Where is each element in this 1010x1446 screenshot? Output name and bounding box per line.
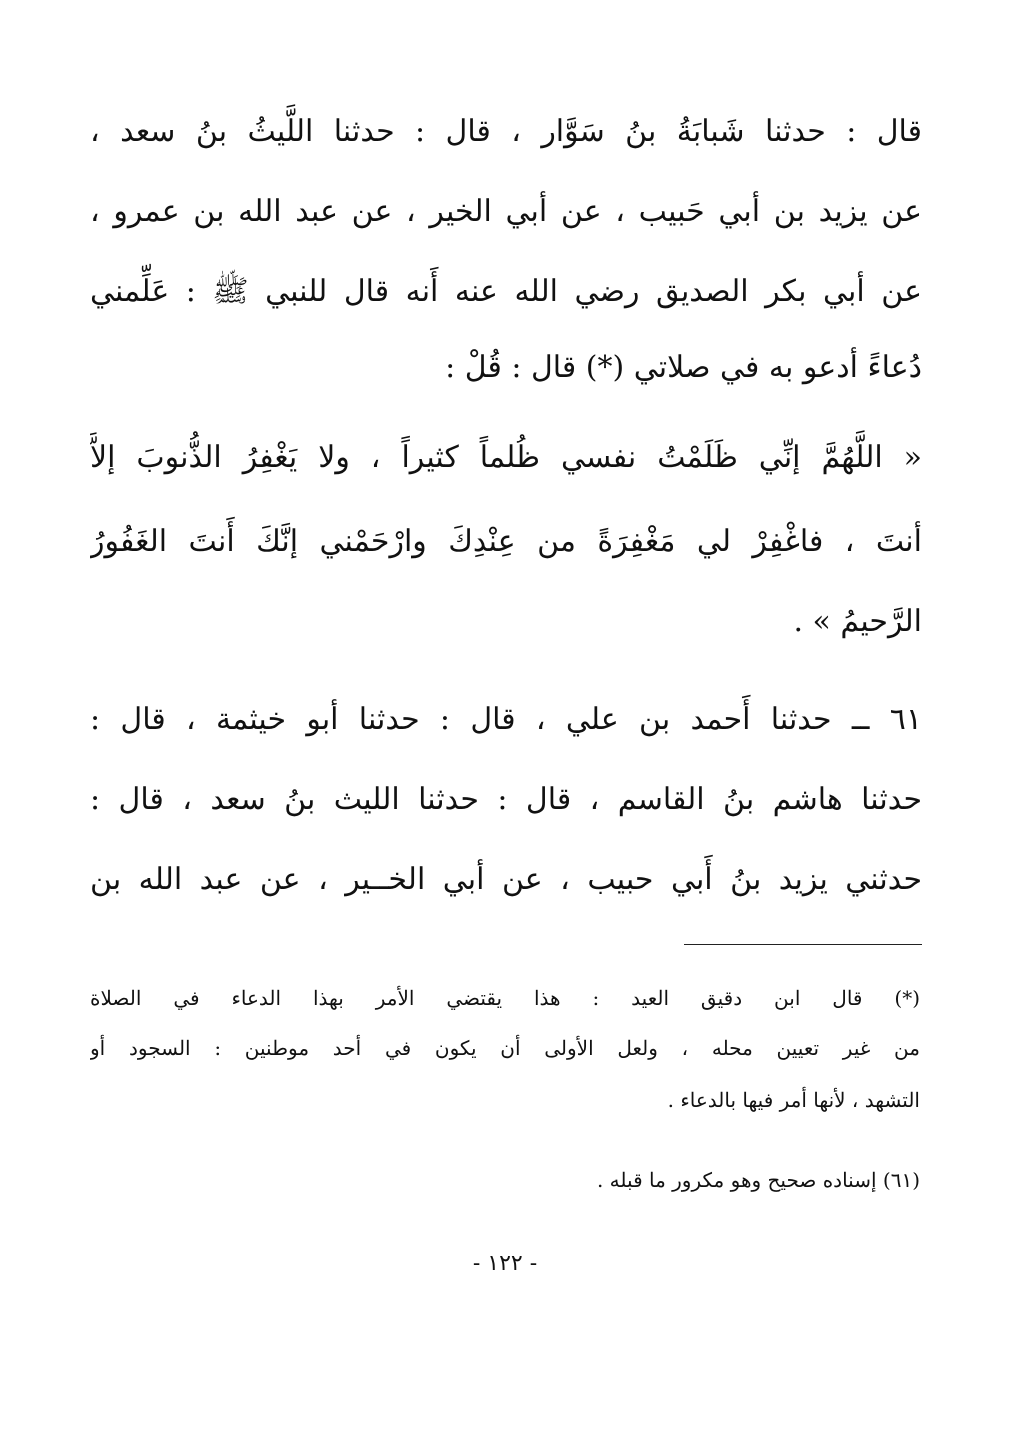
footnote-line-4: (٦١) إسناده صحيح وهو مكرور ما قبله . [596,1168,920,1192]
body-line-3: عن أبي بكر الصديق رضي الله عنه أَنه قال للنبي ﷺ : عَلِّمني [90,274,922,309]
footnote-line-3: التشهد ، لأنها أمر فيها بالدعاء . [667,1088,920,1112]
body-line-5: « اللَّهُمَّ إنِّي ظَلَمْتُ نفسي ظُلماً كثيراً ، ولا يَغْفِرُ الذُّنوبَ إلاَّ [90,440,922,475]
body-line-10: حدثني يزيد بنُ أَبي حبيب ، عن أبي الخــير ، عن عبد الله بن [90,862,922,897]
body-line-8: ٦١ ــ حدثنا أَحمد بن علي ، قال : حدثنا أبو خيثمة ، قال : [90,702,922,737]
footnote-separator [684,944,922,945]
body-line-9: حدثنا هاشم بنُ القاسم ، قال : حدثنا الليث بنُ سعد ، قال : [90,782,922,817]
body-line-4: دُعاءً أدعو به في صلاتي (*) قال : قُلْ : [445,350,922,385]
body-line-6: أنتَ ، فاغْفِرْ لي مَغْفِرَةً من عِنْدِكَ وارْحَمْني إنَّكَ أَنتَ الغَفُورُ [90,524,922,559]
body-line-2: عن يزيد بن أبي حَبيب ، عن أبي الخير ، عن عبد الله بن عمرو ، [90,194,922,229]
body-line-7: الرَّحيمُ » . [793,604,922,639]
body-line-1: قال : حدثنا شَبابَةُ بنُ سَوَّار ، قال : حدثنا اللَّيثُ بنُ سعد ، [90,114,922,149]
page-number: - ١٢٢ - [472,1251,538,1276]
footnote-line-1: (*) قال ابن دقيق العيد : هذا يقتضي الأمر بهذا الدعاء في الصلاة [90,986,920,1010]
footnote-line-2: من غير تعيين محله ، ولعل الأولى أن يكون في أحد موطنين : السجود أو [90,1036,920,1060]
